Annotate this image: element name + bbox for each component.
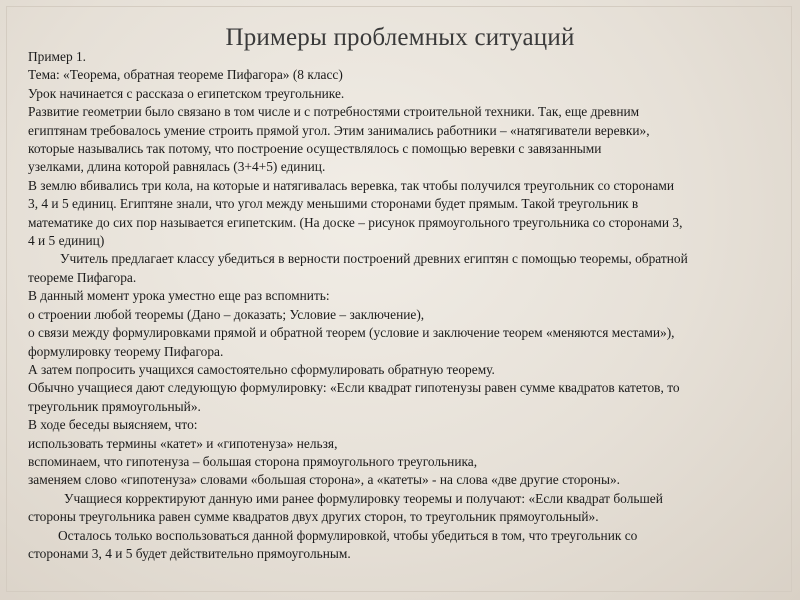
text-line: стороны треугольника равен сумме квадратов двух других сторон, то треугольник прямоугольный». bbox=[28, 509, 599, 525]
text-line: треугольник прямоугольный». bbox=[28, 398, 201, 414]
text-line: Развитие геометрии было связано в том числе и с потребностями строительной техники. Так, еще древним bbox=[28, 104, 640, 120]
text-line: Обычно учащиеся дают следующую формулировку: «Если квадрат гипотенузы равен сумме квадратов катетов, то bbox=[28, 380, 680, 396]
text-line: Учащиеся корректируют данную ими ранее формулировку теоремы и получают: «Если квадрат большей bbox=[64, 490, 663, 506]
text-line: математике до сих пор называется египетским. (На доске – рисунок прямоугольного треугольника со сторонами 3, bbox=[28, 214, 683, 230]
text-line: узелками, длина которой равнялась (3+4+5) единиц. bbox=[28, 159, 326, 175]
text-line: В ходе беседы выясняем, что: bbox=[28, 417, 198, 433]
text-line: о связи между формулировками прямой и обратной теорем (условие и заключение теорем «меняются местами»), bbox=[28, 325, 675, 341]
text-line: А затем попросить учащихся самостоятельно сформулировать обратную теорему. bbox=[28, 361, 495, 377]
text-line: теореме Пифагора. bbox=[28, 269, 137, 285]
text-line: В данный момент урока уместно еще раз вспомнить: bbox=[28, 288, 330, 304]
slide-title: Примеры проблемных ситуаций bbox=[225, 24, 575, 51]
text-line: заменяем слово «гипотенуза» словами «большая сторона», а «катеты» - на слова «две другие стороны». bbox=[28, 472, 621, 488]
text-line: вспоминаем, что гипотенуза – большая сторона прямоугольного треугольника, bbox=[28, 453, 478, 469]
text-line: Учитель предлагает классу убедиться в верности построений древних египтян с помощью теоремы, обратной bbox=[60, 251, 688, 267]
text-line: использовать термины «катет» и «гипотенуза» нельзя, bbox=[28, 435, 338, 451]
text-line: которые назывались так потому, что построение осуществлялось с помощью веревки с завязанными bbox=[28, 141, 602, 157]
text-line: Тема: «Теорема, обратная теореме Пифагора» (8 класс) bbox=[28, 67, 343, 83]
text-line: Пример 1. bbox=[28, 49, 87, 64]
text-line: В землю вбивались три кола, на которые и натягивалась веревка, так чтобы получился треугольник со сторонами bbox=[28, 177, 675, 193]
slide-body bbox=[28, 48, 794, 563]
text-line: Осталось только воспользоваться данной формулировкой, чтобы убедиться в том, что треугольник со bbox=[58, 527, 638, 543]
text-line: сторонами 3, 4 и 5 будет действительно прямоугольным. bbox=[28, 545, 351, 561]
text-line: 3, 4 и 5 единиц. Египтяне знали, что угол между меньшими сторонами будет прямым. Такой треугольник в bbox=[28, 196, 639, 212]
text-line: 4 и 5 единиц) bbox=[28, 233, 105, 249]
text-line: о строении любой теоремы (Дано – доказать; Условие – заключение), bbox=[28, 306, 425, 322]
text-line: египтянам требовалось умение строить прямой угол. Этим занимались работники – «натягиватели веревки», bbox=[28, 122, 650, 138]
text-line: Урок начинается с рассказа о египетском треугольнике. bbox=[28, 85, 345, 101]
text-line: формулировку теорему Пифагора. bbox=[28, 343, 224, 359]
